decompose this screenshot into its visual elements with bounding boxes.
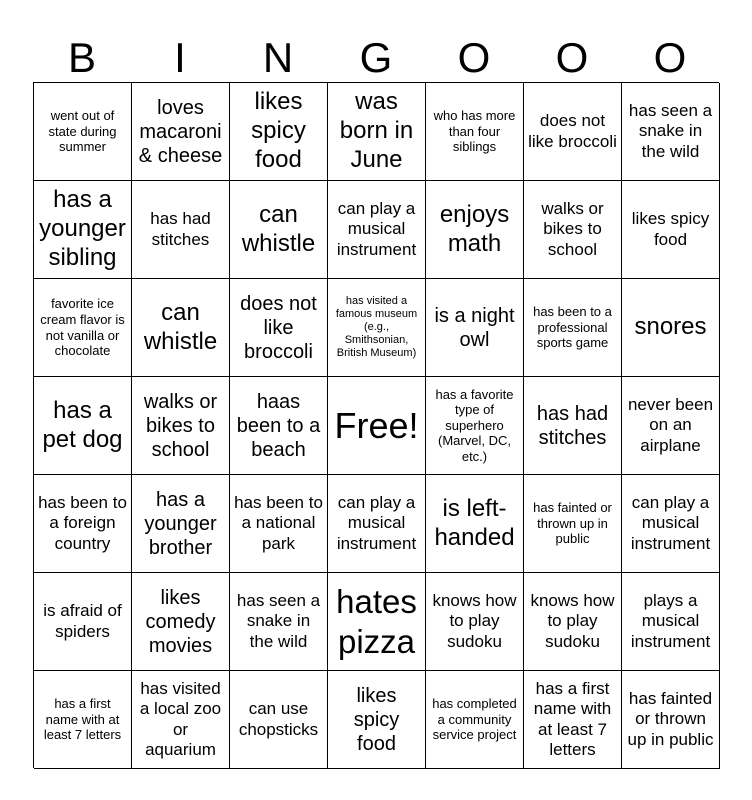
bingo-cell[interactable] bbox=[524, 377, 622, 475]
bingo-cell[interactable] bbox=[622, 181, 720, 279]
bingo-cell[interactable] bbox=[524, 83, 622, 181]
bingo-cell[interactable] bbox=[328, 475, 426, 573]
bingo-cell[interactable] bbox=[34, 181, 132, 279]
bingo-cell[interactable] bbox=[34, 83, 132, 181]
bingo-cell[interactable] bbox=[622, 671, 720, 769]
cell-text: has fainted or thrown up in public bbox=[533, 500, 612, 547]
bingo-cell[interactable] bbox=[132, 475, 230, 573]
cell-text: has seen a snake in the wild bbox=[236, 590, 321, 651]
free-space-text: Free! bbox=[334, 404, 419, 446]
cell-text: likes spicy food bbox=[631, 209, 710, 249]
cell-text: enjoys math bbox=[439, 200, 510, 257]
bingo-cell[interactable] bbox=[230, 671, 328, 769]
cell-text: has been to a national park bbox=[234, 492, 323, 553]
bingo-cell[interactable] bbox=[328, 279, 426, 377]
bingo-cell[interactable] bbox=[230, 573, 328, 671]
cell-text: walks or bikes to school bbox=[143, 390, 218, 461]
cell-text: likes spicy food bbox=[353, 684, 400, 755]
cell-text: is afraid of spiders bbox=[43, 601, 122, 641]
cell-text: does not like broccoli bbox=[528, 111, 617, 151]
bingo-cell[interactable] bbox=[426, 377, 524, 475]
cell-text: has a first name with at least 7 letters bbox=[43, 696, 122, 743]
header-letter-i: I bbox=[174, 34, 186, 81]
bingo-cell[interactable] bbox=[426, 671, 524, 769]
bingo-cell[interactable] bbox=[622, 475, 720, 573]
cell-text: can play a musical instrument bbox=[336, 198, 417, 259]
bingo-cell[interactable] bbox=[34, 671, 132, 769]
cell-text: has completed a community service project bbox=[432, 696, 517, 743]
cell-text: can play a musical instrument bbox=[630, 492, 711, 553]
bingo-cell[interactable] bbox=[230, 83, 328, 181]
bingo-cell[interactable] bbox=[426, 475, 524, 573]
bingo-cell[interactable] bbox=[34, 279, 132, 377]
bingo-cell[interactable] bbox=[132, 279, 230, 377]
bingo-cell[interactable] bbox=[132, 573, 230, 671]
header-letter-o-2: O bbox=[555, 34, 589, 81]
cell-text: knows how to play sudoku bbox=[432, 590, 517, 651]
bingo-cell[interactable] bbox=[524, 671, 622, 769]
bingo-cell[interactable] bbox=[230, 377, 328, 475]
cell-text: has a younger sibling bbox=[39, 186, 126, 271]
bingo-cell[interactable] bbox=[230, 181, 328, 279]
bingo-cell[interactable] bbox=[132, 377, 230, 475]
cell-text: has visited a local zoo or aquarium bbox=[139, 678, 222, 759]
free-space-cell[interactable] bbox=[328, 377, 426, 475]
cell-text: is left-handed bbox=[434, 494, 515, 551]
bingo-cell[interactable] bbox=[622, 83, 720, 181]
bingo-cell[interactable] bbox=[132, 181, 230, 279]
bingo-cell[interactable] bbox=[524, 573, 622, 671]
bingo-cell[interactable] bbox=[34, 573, 132, 671]
cell-text: has had stitches bbox=[150, 209, 211, 249]
bingo-card-grid bbox=[33, 82, 719, 768]
bingo-cell[interactable] bbox=[328, 181, 426, 279]
bingo-header bbox=[33, 34, 719, 82]
header-letter-b: B bbox=[67, 34, 96, 81]
cell-text: haas been to a beach bbox=[236, 390, 321, 461]
cell-text: snores bbox=[634, 313, 707, 341]
cell-text: likes comedy movies bbox=[145, 586, 216, 657]
bingo-cell[interactable] bbox=[132, 671, 230, 769]
bingo-cell[interactable] bbox=[622, 377, 720, 475]
cell-text: can whistle bbox=[241, 200, 316, 257]
cell-text: has visited a famous museum (e.g., Smithsonian, British Museum) bbox=[335, 294, 418, 360]
header-letter-o-3: O bbox=[653, 34, 687, 81]
bingo-cell[interactable] bbox=[524, 279, 622, 377]
bingo-cell[interactable] bbox=[426, 83, 524, 181]
cell-text: has seen a snake in the wild bbox=[628, 100, 713, 161]
cell-text: does not like broccoli bbox=[240, 292, 317, 363]
bingo-cell[interactable] bbox=[426, 573, 524, 671]
cell-text: loves macaroni & cheese bbox=[138, 96, 223, 167]
cell-text: plays a musical instrument bbox=[630, 590, 711, 651]
bingo-cell[interactable] bbox=[328, 83, 426, 181]
cell-text: favorite ice cream flavor is not vanilla or chocolate bbox=[40, 296, 125, 359]
bingo-cell[interactable] bbox=[622, 573, 720, 671]
bingo-cell[interactable] bbox=[230, 475, 328, 573]
header-letter-g: G bbox=[359, 34, 393, 81]
bingo-cell[interactable] bbox=[426, 181, 524, 279]
cell-text: is a night owl bbox=[434, 304, 515, 351]
bingo-cell[interactable] bbox=[426, 279, 524, 377]
cell-text: knows how to play sudoku bbox=[530, 590, 615, 651]
bingo-cell[interactable] bbox=[34, 377, 132, 475]
cell-text: has a favorite type of superhero (Marvel, DC, etc.) bbox=[435, 386, 514, 464]
cell-text: walks or bikes to school bbox=[541, 198, 604, 259]
bingo-cell[interactable] bbox=[622, 279, 720, 377]
bingo-cell[interactable] bbox=[524, 475, 622, 573]
header-letter-n: N bbox=[262, 34, 294, 81]
cell-text: who has more than four siblings bbox=[433, 108, 516, 155]
bingo-cell[interactable] bbox=[34, 475, 132, 573]
cell-text: went out of state during summer bbox=[48, 108, 117, 155]
bingo-cell[interactable] bbox=[328, 671, 426, 769]
bingo-cell[interactable] bbox=[328, 573, 426, 671]
cell-text: has a pet dog bbox=[42, 396, 123, 453]
cell-text: has a first name with at least 7 letters bbox=[533, 678, 612, 759]
cell-text: never been on an airplane bbox=[627, 394, 714, 455]
cell-text: has had stitches bbox=[536, 402, 609, 449]
cell-text: likes spicy food bbox=[251, 88, 306, 173]
cell-text: has fainted or thrown up in public bbox=[627, 688, 714, 749]
cell-text: can play a musical instrument bbox=[336, 492, 417, 553]
bingo-cell[interactable] bbox=[524, 181, 622, 279]
cell-text: hates pizza bbox=[336, 582, 417, 660]
cell-text: was born in June bbox=[339, 88, 414, 173]
cell-text: has been to a professional sports game bbox=[533, 304, 612, 351]
cell-text: has a younger brother bbox=[144, 488, 217, 559]
bingo-cell[interactable] bbox=[230, 279, 328, 377]
cell-text: has been to a foreign country bbox=[38, 492, 127, 553]
cell-text: can whistle bbox=[143, 298, 218, 355]
cell-text: can use chopsticks bbox=[238, 699, 319, 739]
bingo-cell[interactable] bbox=[132, 83, 230, 181]
header-letter-o: O bbox=[457, 34, 491, 81]
